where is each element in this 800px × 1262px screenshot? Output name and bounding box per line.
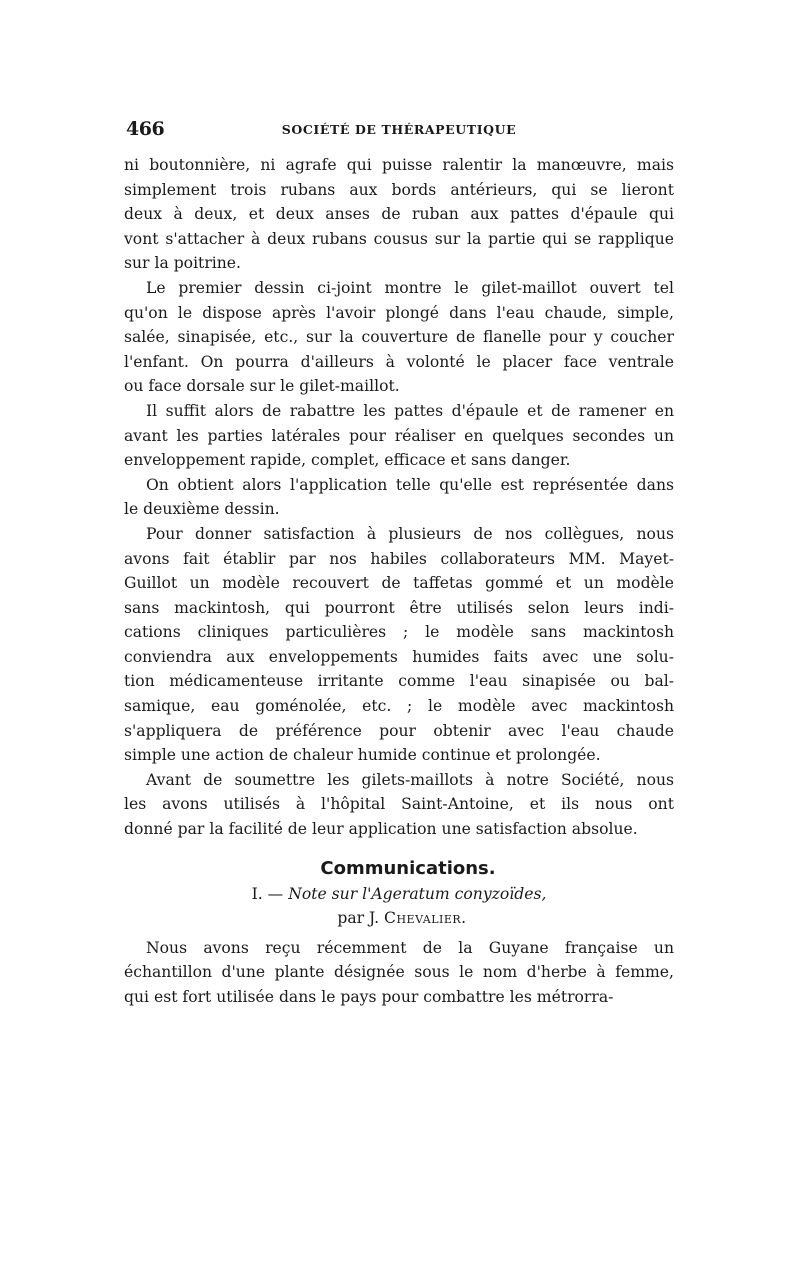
text-line: simple une action de chaleur humide continue et prolongée. — [124, 746, 601, 765]
text-line: Nous avons reçu récemment de la Guyane française un — [146, 938, 674, 957]
paragraph — [124, 768, 674, 842]
text-line: s'appliquera de préférence pour obtenir avec l'eau chaude — [124, 721, 674, 740]
paragraph — [124, 936, 674, 1010]
text-line: deux à deux, et deux anses de ruban aux pattes d'épaule qui — [124, 205, 674, 224]
text-line: Pour donner satisfaction à plusieurs de nos collègues, nous — [146, 524, 674, 543]
text-line: tion médicamenteuse irritante comme l'eau sinapisée ou bal- — [124, 672, 674, 691]
text-line: cations cliniques particulières ; le modèle sans mackintosh — [124, 623, 674, 642]
text-line: Avant de soumettre les gilets-maillots à notre Société, nous — [146, 770, 674, 789]
text-line: sans mackintosh, qui pourront être utilisés selon leurs indi- — [124, 598, 674, 617]
text-line: vont s'attacher à deux rubans cousus sur la partie qui se rapplique — [124, 229, 674, 248]
text-line: avant les parties latérales pour réaliser en quelques secondes un — [124, 426, 674, 445]
text-line: Il suffit alors de rabattre les pattes d'épaule et de ramener en — [146, 401, 674, 420]
text-line: ni boutonnière, ni agrafe qui puisse ralentir la manœuvre, mais — [124, 156, 674, 174]
text-line: salée, sinapisée, etc., sur la couverture de flanelle pour y coucher — [124, 328, 674, 347]
note-prefix: I. — — [251, 884, 289, 903]
running-head: SOCIÉTÉ DE THÉRAPEUTIQUE — [281, 122, 517, 137]
text-line: sur la poitrine. — [124, 254, 241, 273]
author-name: Chevalier. — [384, 908, 467, 927]
text-line: qui est fort utilisée dans le pays pour combattre les métrorra- — [124, 987, 614, 1006]
author-prefix: par J. — [337, 908, 385, 927]
paragraph — [124, 522, 674, 768]
note-heading — [124, 882, 674, 906]
paragraph — [124, 276, 674, 399]
page-header — [126, 118, 672, 142]
paragraphs-before — [124, 153, 674, 842]
paragraph — [124, 473, 674, 522]
text-line: donné par la facilité de leur application une satisfaction absolue. — [124, 820, 638, 839]
note-title: Note sur l'Ageratum conyzoïdes, — [288, 884, 547, 903]
text-line: simplement trois rubans aux bords antérieurs, qui se lieront — [124, 180, 674, 199]
text-line: On obtient alors l'application telle qu'elle est représentée dans — [146, 475, 674, 494]
note-author — [124, 906, 674, 930]
paragraph — [124, 399, 674, 473]
paragraph — [124, 153, 674, 276]
text-line: l'enfant. On pourra d'ailleurs à volonté le placer face ventrale — [124, 352, 674, 371]
text-line: échantillon d'une plante désignée sous le nom d'herbe à femme, — [124, 963, 674, 982]
text-line: qu'on le dispose après l'avoir plongé dans l'eau chaude, simple, — [124, 303, 674, 322]
text-line: avons fait établir par nos habiles collaborateurs MM. Mayet- — [124, 549, 674, 568]
text-line: le deuxième dessin. — [124, 500, 280, 519]
text-line: les avons utilisés à l'hôpital Saint-Antoine, et ils nous ont — [124, 795, 674, 814]
section-title: Communications. — [320, 857, 496, 879]
text-line: samique, eau goménolée, etc. ; le modèle avec mackintosh — [124, 697, 674, 716]
text-line: enveloppement rapide, complet, efficace et sans danger. — [124, 451, 571, 470]
page-number: 466 — [126, 118, 165, 140]
text-line: Guillot un modèle recouvert de taffetas gommé et un modèle — [124, 574, 674, 593]
body-text — [124, 153, 674, 1009]
text-line: ou face dorsale sur le gilet-maillot. — [124, 377, 400, 396]
paragraphs-after — [124, 936, 674, 1010]
text-line: conviendra aux enveloppements humides faits avec une solu- — [124, 647, 674, 666]
text-line: Le premier dessin ci-joint montre le gilet-maillot ouvert tel — [146, 278, 674, 297]
